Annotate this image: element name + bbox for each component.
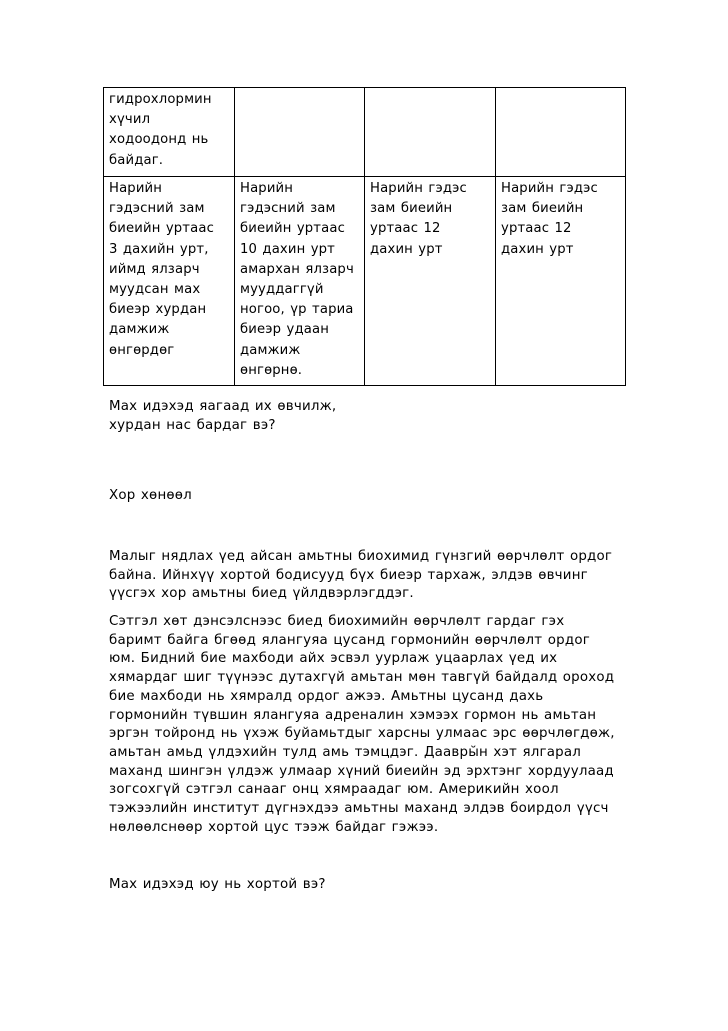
table-cell [104,177,235,386]
cell-line: биеэр удаан [240,322,329,338]
cell-line: иймд ялзарч [109,261,200,277]
cell-line: Нарийн гэдэс [370,181,467,196]
question-why-sick [109,398,336,435]
text-line: хурдан нас бардаг вэ? [109,417,276,433]
table-cell [365,88,496,177]
table-cell [496,177,626,386]
cell-line: биеэр хурдан [109,302,207,318]
cell-line: биеийн уртаас [240,221,345,237]
table-row [104,177,626,386]
text-line: амьтан амьд үлдэхийн тулд амь тэмцдэг. Даавры̆н хэт ялгарал [109,744,582,760]
text-line: Сэтгэл хөт дэнсэлснээс биед биохимийн өөрчлөлт гардаг гэх [109,614,565,629]
cell-line: дамжиж [109,322,170,338]
text-line: тэжээлийн институт дүгнэхдээ амьтны маханд элдэв боирдол үүсч [109,801,609,817]
text-line: гормонийн түвшин ялангуяа адреналин хэмээх гормон нь амьтан [109,707,597,723]
text-line: байна. Ийнхүү хортой бодисууд бүх биеэр тархаж, элдэв өвчинг [109,567,588,583]
table-cell [496,88,626,177]
cell-line: өнгөрнө. [240,362,303,378]
section-heading: Хор хөнөөл [109,488,192,503]
cell-line: гэдэсний зам [240,201,336,217]
cell-line: биеийн уртаас [109,221,214,237]
table-cell [235,88,365,177]
cell-line: уртаас 12 [501,221,572,237]
cell-line: мууддаггүй [240,282,324,298]
table-row [104,88,626,177]
cell-line: ногоо, үр тариа [240,302,354,318]
cell-line: зам биеийн [501,201,584,217]
cell-line: Нарийн гэдэс [501,181,598,196]
paragraph-hormones [109,613,615,837]
cell-line: ходоодонд нь [109,132,209,148]
cell-line: өнгөрдөг [109,342,175,358]
comparison-table [103,87,626,386]
table-cell [365,177,496,386]
text-line: Малыг нядлах үед айсан амьтны биохимид гүнзгий өөрчлөлт ордог [109,549,613,564]
cell-line: дахин урт [501,241,574,257]
text-line: баримт байга бгөөд ялангуяа цусанд гормонийн өөрчлөлт ордог [109,632,590,648]
cell-line: амархан ялзарч [240,261,354,277]
text-line: хямардаг шиг түүнээс дутахгүй амьтан мөн тавгүй байдалд ороход [109,670,615,686]
cell-line: Нарийн [240,181,294,196]
table-cell [104,88,235,177]
text-line: юм. Бидний бие махбоди айх эсвэл уурлаж уцаарлах үед их [109,651,558,667]
cell-line: 3 дахийн урт, [109,241,209,257]
text-line: эргэн тойронд нь үхэж буйамьтдыг харсны улмаас эрс өөрчлөгдөж, [109,726,615,742]
cell-line: дахин урт [370,241,443,257]
cell-line: гэдэсний зам [109,201,205,217]
cell-line: гидрохлормин [109,92,212,107]
text-line: бие махбоди нь хямралд ордог ажээ. Амьтны цусанд дахь [109,688,544,704]
cell-line: уртаас 12 [370,221,441,237]
text-line: нөлөөлснөөр хортой цус тээж байдаг гэжээ. [109,819,439,835]
cell-line: дамжиж [240,342,301,358]
cell-line: байдаг. [109,152,164,168]
cell-line: 10 дахин урт [240,241,336,257]
cell-line: зам биеийн [370,201,453,217]
cell-line: муудсан мах [109,282,201,298]
question-what-harmful: Мах идэхэд юу нь хортой вэ? [109,877,326,892]
table-cell [235,177,365,386]
cell-line: хүчил [109,112,151,128]
paragraph-slaughter [109,548,612,604]
text-line: маханд шингэн үлдэж улмаар хүний биеийн эд эрхтэнг хордуулаад [109,763,614,779]
text-line: Мах идэхэд яагаад их өвчилж, [109,399,337,414]
cell-line: Нарийн [109,181,163,196]
text-line: үүсгэх хор амьтны биед үйлдвэрлэгддэг. [109,586,414,602]
text-line: зогсохгүй сэтгэл санааг онц хямраадаг юм. Америкийн хоол [109,782,559,798]
